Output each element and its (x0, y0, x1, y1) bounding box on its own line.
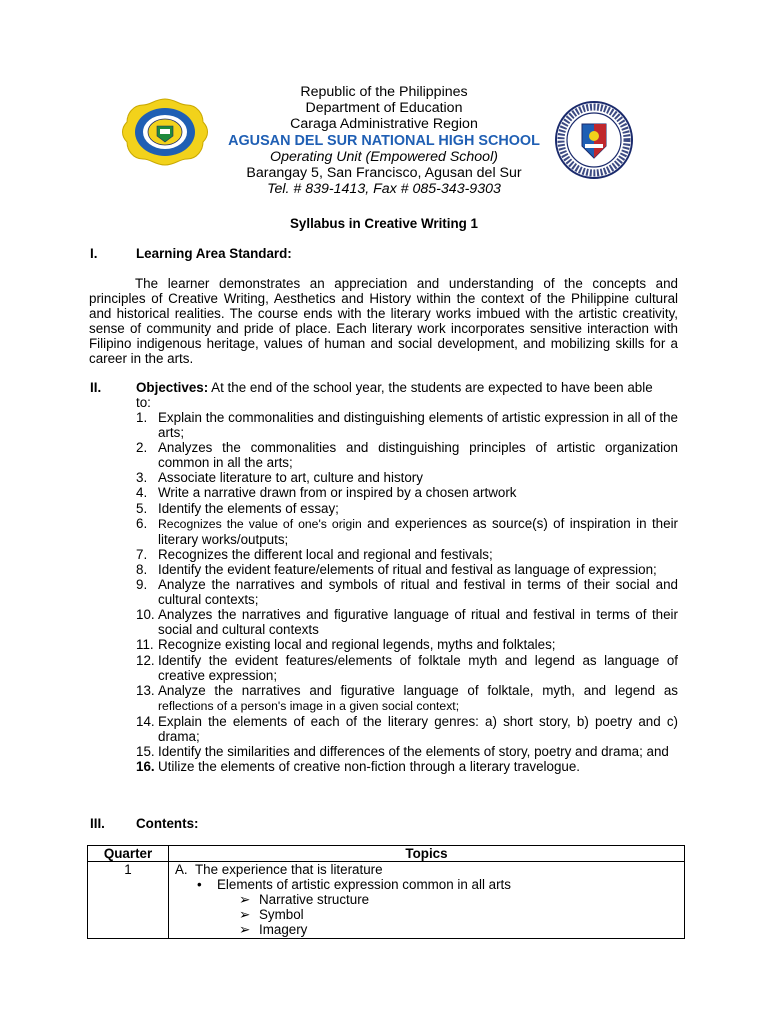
list-item: 16. Utilize the elements of creative non-fiction through a literary travelogue. (136, 759, 581, 775)
section-number: II. (90, 380, 102, 395)
list-item: 8. Identify the evident feature/elements of ritual and festival as language of expression; (136, 561, 657, 577)
objectives-intro-continued: to: (136, 395, 151, 410)
arrow-bullet-icon: ➢ (239, 922, 251, 938)
list-item: 6. Recognizes the value of one's origin and experiences as source(s) of inspiration in their literary works/outputs; (136, 515, 678, 547)
section-number: III. (90, 816, 105, 831)
section-title: Contents: (136, 816, 199, 831)
section-number: I. (90, 246, 98, 261)
contents-table (87, 845, 685, 939)
section-title: Objectives: (136, 380, 209, 395)
document-title: Syllabus in Creative Writing 1 (289, 216, 479, 231)
table-header-row (88, 846, 685, 862)
objectives-intro: At the end of the school year, the students are expected to have been able (208, 380, 653, 395)
header-department: Department of Education (305, 100, 463, 117)
letterhead (200, 84, 568, 197)
list-item: 12. Identify the evident features/elements of folktale myth and legend as language of creative expression; (136, 652, 678, 683)
list-item: 15. Identify the similarities and differences of the elements of story, poetry and drama; and (136, 744, 669, 760)
header-region: Caraga Administrative Region (290, 116, 478, 133)
objectives-list (136, 410, 678, 774)
list-item: 11. Recognize existing local and regional legends, myths and folktales; (136, 637, 556, 653)
section-heading-contents (90, 816, 198, 831)
arrow-bullet-icon: ➢ (239, 907, 251, 923)
header-school-name: AGUSAN DEL SUR NATIONAL HIGH SCHOOL (228, 132, 540, 149)
table-row (88, 862, 685, 938)
list-item: 4. Write a narrative drawn from or inspired by a chosen artwork (136, 485, 517, 501)
list-item: 14. Explain the elements of each of the literary genres: a) short story, b) poetry and c) drama; (136, 713, 678, 744)
header-address: Barangay 5, San Francisco, Agusan del Sur (246, 165, 522, 182)
section-heading-objectives (90, 380, 680, 395)
list-item: 3. Associate literature to art, culture and history (136, 470, 423, 486)
list-item: 9. Analyze the narratives and symbols of ritual and festival in terms of their social and cultural contexts; (136, 577, 678, 608)
list-item: 10. Analyzes the narratives and figurative language of ritual and festival in terms of their social and cultural contexts (136, 607, 678, 638)
section-heading-standard (90, 246, 292, 261)
column-header-quarter: Quarter (88, 846, 169, 862)
arrow-bullet-icon: ➢ (239, 892, 251, 908)
list-item: 5. Identify the elements of essay; (136, 500, 339, 516)
list-item: 7. Recognizes the different local and regional and festivals; (136, 546, 493, 562)
header-republic: Republic of the Philippines (300, 84, 468, 100)
section-title: Learning Area Standard: (136, 246, 292, 261)
standard-paragraph: The learner demonstrates an appreciation and understanding of the concepts and principles of Creative Writing, Aesthetics and History within the context of the Philippine cultural and historical realities. The course ends with the literary works imbued with the artistic creativity, sense of community and pride of place. Each literary work incorporates sensitive interaction with Filipino indigenous heritage, values of human and social development, and mobilizing skills for a career in the arts. (89, 276, 678, 367)
cell-topics: A. The experience that is literature • Elements of artistic expression common in all arts ➢ Narrative structure ➢ Symbol ➢ Imagery (169, 862, 685, 938)
column-header-topics: Topics (169, 846, 685, 862)
header-operating-unit: Operating Unit (Empowered School) (270, 148, 498, 165)
list-item: 13. Analyze the narratives and figurative language of folktale, myth, and legend as reflections of a person's image in a given social context; (136, 682, 678, 713)
bullet-icon: • (197, 877, 202, 893)
list-item: 2. Analyzes the commonalities and distinguishing principles of artistic organization common in all the arts; (136, 440, 678, 471)
list-item: 1. Explain the commonalities and distinguishing elements of artistic expression in all of the arts; (136, 410, 678, 441)
cell-quarter: 1 (88, 862, 169, 938)
header-contact: Tel. # 839-1413, Fax # 085-343-9303 (267, 181, 501, 198)
